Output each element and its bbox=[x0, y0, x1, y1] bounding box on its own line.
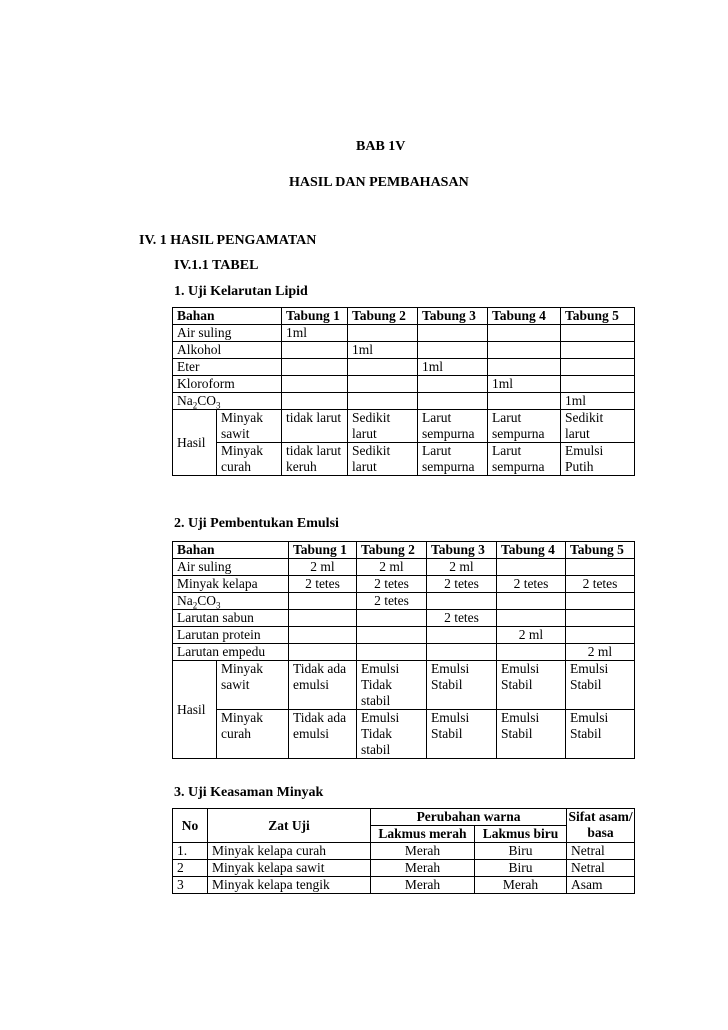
header-cell: Tabung 1 bbox=[282, 308, 348, 325]
table-cell bbox=[427, 644, 497, 661]
table-cell: Merah bbox=[475, 877, 567, 894]
formula-subscript: 2 bbox=[192, 400, 198, 410]
formula-subscript: 2 bbox=[192, 600, 198, 610]
table-cell: Minyak kelapa curah bbox=[208, 843, 371, 860]
table-cell bbox=[357, 644, 427, 661]
table-cell: tidak larut keruh bbox=[282, 443, 348, 476]
table-cell bbox=[282, 376, 348, 393]
result-label: Minyak curah bbox=[217, 443, 282, 476]
table-header-row bbox=[173, 542, 635, 559]
header-cell: Perubahan warna bbox=[371, 809, 567, 826]
header-cell: Lakmus merah bbox=[371, 826, 475, 843]
table-cell bbox=[348, 359, 418, 376]
table-row bbox=[173, 576, 635, 593]
table-cell: Larutan empedu bbox=[173, 644, 289, 661]
table-cell: Alkohol bbox=[173, 342, 282, 359]
table-cell: Merah bbox=[371, 843, 475, 860]
table-cell: Sedikit larut bbox=[348, 410, 418, 443]
table-row bbox=[173, 443, 635, 476]
table-row bbox=[173, 376, 635, 393]
table-cell: Netral bbox=[567, 843, 635, 860]
header-cell: No bbox=[173, 809, 208, 843]
table-cell: Minyak kelapa bbox=[173, 576, 289, 593]
table-cell: Emulsi Stabil bbox=[427, 661, 497, 710]
table-cell: 2 ml bbox=[357, 559, 427, 576]
chapter-number: BAB 1V bbox=[356, 139, 406, 154]
table-cell: Biru bbox=[475, 860, 567, 877]
table-cell: Air suling bbox=[173, 559, 289, 576]
table-cell bbox=[488, 342, 561, 359]
table-cell bbox=[561, 359, 635, 376]
table-cell: Emulsi Stabil bbox=[497, 661, 566, 710]
result-label: Minyak sawit bbox=[217, 410, 282, 443]
table-row bbox=[173, 359, 635, 376]
table-cell: 1. bbox=[173, 843, 208, 860]
table-cell bbox=[488, 359, 561, 376]
table-cell bbox=[427, 593, 497, 610]
table-row bbox=[173, 860, 635, 877]
table-cell bbox=[289, 644, 357, 661]
table-cell: 2 tetes bbox=[357, 593, 427, 610]
chapter-title: HASIL DAN PEMBAHASAN bbox=[289, 175, 469, 190]
header-cell: Tabung 4 bbox=[488, 308, 561, 325]
table-cell: Air suling bbox=[173, 325, 282, 342]
header-cell: Lakmus biru bbox=[475, 826, 567, 843]
formula-part: CO bbox=[197, 393, 217, 408]
table-cell: 2 ml bbox=[497, 627, 566, 644]
table-header-row bbox=[173, 308, 635, 325]
result-label: Minyak curah bbox=[217, 710, 289, 759]
table-cell: 1ml bbox=[488, 376, 561, 393]
table-cell: 2 tetes bbox=[566, 576, 635, 593]
table-cell: Netral bbox=[567, 860, 635, 877]
table-cell bbox=[561, 325, 635, 342]
table-cell bbox=[497, 644, 566, 661]
table-cell: Minyak kelapa tengik bbox=[208, 877, 371, 894]
formula-part: Na bbox=[177, 393, 193, 408]
table-cell: Larut sempurna bbox=[488, 443, 561, 476]
subsection-title: IV.1.1 TABEL bbox=[174, 258, 259, 273]
table-cell bbox=[427, 627, 497, 644]
table-cell bbox=[289, 593, 357, 610]
table-cell bbox=[418, 376, 488, 393]
table-cell bbox=[289, 610, 357, 627]
header-cell: Tabung 5 bbox=[561, 308, 635, 325]
table-cell bbox=[418, 393, 488, 410]
na2co3-label bbox=[173, 593, 289, 610]
table-cell: Sedikit larut bbox=[348, 443, 418, 476]
header-cell: Bahan bbox=[173, 308, 282, 325]
table-cell: Larut sempurna bbox=[418, 443, 488, 476]
result-label: Minyak sawit bbox=[217, 661, 289, 710]
hasil-label: Hasil bbox=[173, 661, 217, 759]
table-cell bbox=[566, 559, 635, 576]
table-cell: Larut sempurna bbox=[418, 410, 488, 443]
table-cell bbox=[497, 559, 566, 576]
table-cell: 2 bbox=[173, 860, 208, 877]
table-row bbox=[173, 593, 635, 610]
table-row bbox=[173, 325, 635, 342]
header-cell: Tabung 1 bbox=[289, 542, 357, 559]
table-cell: tidak larut bbox=[282, 410, 348, 443]
table-keasaman-minyak bbox=[172, 808, 635, 894]
table-cell: Eter bbox=[173, 359, 282, 376]
table-cell bbox=[488, 325, 561, 342]
table-cell: 2 tetes bbox=[427, 610, 497, 627]
header-cell: Zat Uji bbox=[208, 809, 371, 843]
table-kelarutan-lipid bbox=[172, 307, 635, 476]
header-cell: Tabung 2 bbox=[357, 542, 427, 559]
table-header-row bbox=[173, 809, 635, 826]
hasil-label: Hasil bbox=[173, 410, 217, 476]
table-cell: Minyak kelapa sawit bbox=[208, 860, 371, 877]
table-cell: Larutan protein bbox=[173, 627, 289, 644]
table-cell: Merah bbox=[371, 860, 475, 877]
header-cell: Tabung 2 bbox=[348, 308, 418, 325]
table-row bbox=[173, 410, 635, 443]
header-cell: Sifat asam/ basa bbox=[567, 809, 635, 843]
table-cell bbox=[357, 610, 427, 627]
table-cell bbox=[289, 627, 357, 644]
table-row bbox=[173, 393, 635, 410]
table-row bbox=[173, 342, 635, 359]
section-title: IV. 1 HASIL PENGAMATAN bbox=[139, 233, 317, 248]
table-cell bbox=[497, 610, 566, 627]
table-cell bbox=[282, 393, 348, 410]
table-cell: Emulsi Putih bbox=[561, 443, 635, 476]
table-cell: Biru bbox=[475, 843, 567, 860]
table-cell bbox=[348, 376, 418, 393]
table-cell: Kloroform bbox=[173, 376, 282, 393]
header-cell: Tabung 4 bbox=[497, 542, 566, 559]
table-cell bbox=[282, 342, 348, 359]
table-cell: 2 tetes bbox=[497, 576, 566, 593]
table-cell bbox=[488, 393, 561, 410]
table-cell: Sedikit larut bbox=[561, 410, 635, 443]
formula-subscript: 3 bbox=[216, 400, 221, 410]
table-cell bbox=[418, 325, 488, 342]
table-cell: Emulsi Stabil bbox=[566, 661, 635, 710]
table-cell: 1ml bbox=[561, 393, 635, 410]
table-row bbox=[173, 710, 635, 759]
table-cell: Emulsi Stabil bbox=[566, 710, 635, 759]
table-cell: Emulsi Tidak stabil bbox=[357, 661, 427, 710]
table-cell bbox=[348, 393, 418, 410]
header-cell: Tabung 3 bbox=[418, 308, 488, 325]
table-cell: Emulsi Tidak stabil bbox=[357, 710, 427, 759]
formula-part: Na bbox=[177, 593, 193, 608]
formula-subscript: 3 bbox=[216, 600, 221, 610]
table-cell: 2 tetes bbox=[289, 576, 357, 593]
table2-heading: 2. Uji Pembentukan Emulsi bbox=[174, 516, 339, 531]
table-cell: Emulsi Stabil bbox=[497, 710, 566, 759]
table-row bbox=[173, 644, 635, 661]
table-cell: 2 tetes bbox=[427, 576, 497, 593]
table-row bbox=[173, 610, 635, 627]
table-cell: Tidak ada emulsi bbox=[289, 661, 357, 710]
table-cell: 1ml bbox=[348, 342, 418, 359]
table3-heading: 3. Uji Keasaman Minyak bbox=[174, 785, 324, 800]
table-row bbox=[173, 627, 635, 644]
table-cell bbox=[561, 342, 635, 359]
table-cell bbox=[561, 376, 635, 393]
table-cell bbox=[282, 359, 348, 376]
table-pembentukan-emulsi bbox=[172, 541, 635, 759]
table-cell: 2 ml bbox=[289, 559, 357, 576]
table-cell: Larutan sabun bbox=[173, 610, 289, 627]
table-cell: Tidak ada emulsi bbox=[289, 710, 357, 759]
table-row bbox=[173, 559, 635, 576]
table-cell: 1ml bbox=[282, 325, 348, 342]
table-cell: 2 tetes bbox=[357, 576, 427, 593]
table-row bbox=[173, 661, 635, 710]
table-cell bbox=[566, 593, 635, 610]
table-cell: 3 bbox=[173, 877, 208, 894]
table1-heading: 1. Uji Kelarutan Lipid bbox=[174, 284, 308, 299]
table-cell: Merah bbox=[371, 877, 475, 894]
na2co3-label bbox=[173, 393, 282, 410]
table-cell bbox=[357, 627, 427, 644]
formula-part: CO bbox=[197, 593, 217, 608]
table-cell bbox=[566, 610, 635, 627]
table-cell: Asam bbox=[567, 877, 635, 894]
table-cell bbox=[418, 342, 488, 359]
header-cell: Bahan bbox=[173, 542, 289, 559]
table-cell bbox=[497, 593, 566, 610]
table-cell: Larut sempurna bbox=[488, 410, 561, 443]
table-cell: 2 ml bbox=[566, 644, 635, 661]
header-cell: Tabung 3 bbox=[427, 542, 497, 559]
table-row bbox=[173, 877, 635, 894]
table-cell bbox=[566, 627, 635, 644]
table-cell: 2 ml bbox=[427, 559, 497, 576]
header-cell: Tabung 5 bbox=[566, 542, 635, 559]
table-row bbox=[173, 843, 635, 860]
table-cell: 1ml bbox=[418, 359, 488, 376]
table-cell: Emulsi Stabil bbox=[427, 710, 497, 759]
table-cell bbox=[348, 325, 418, 342]
